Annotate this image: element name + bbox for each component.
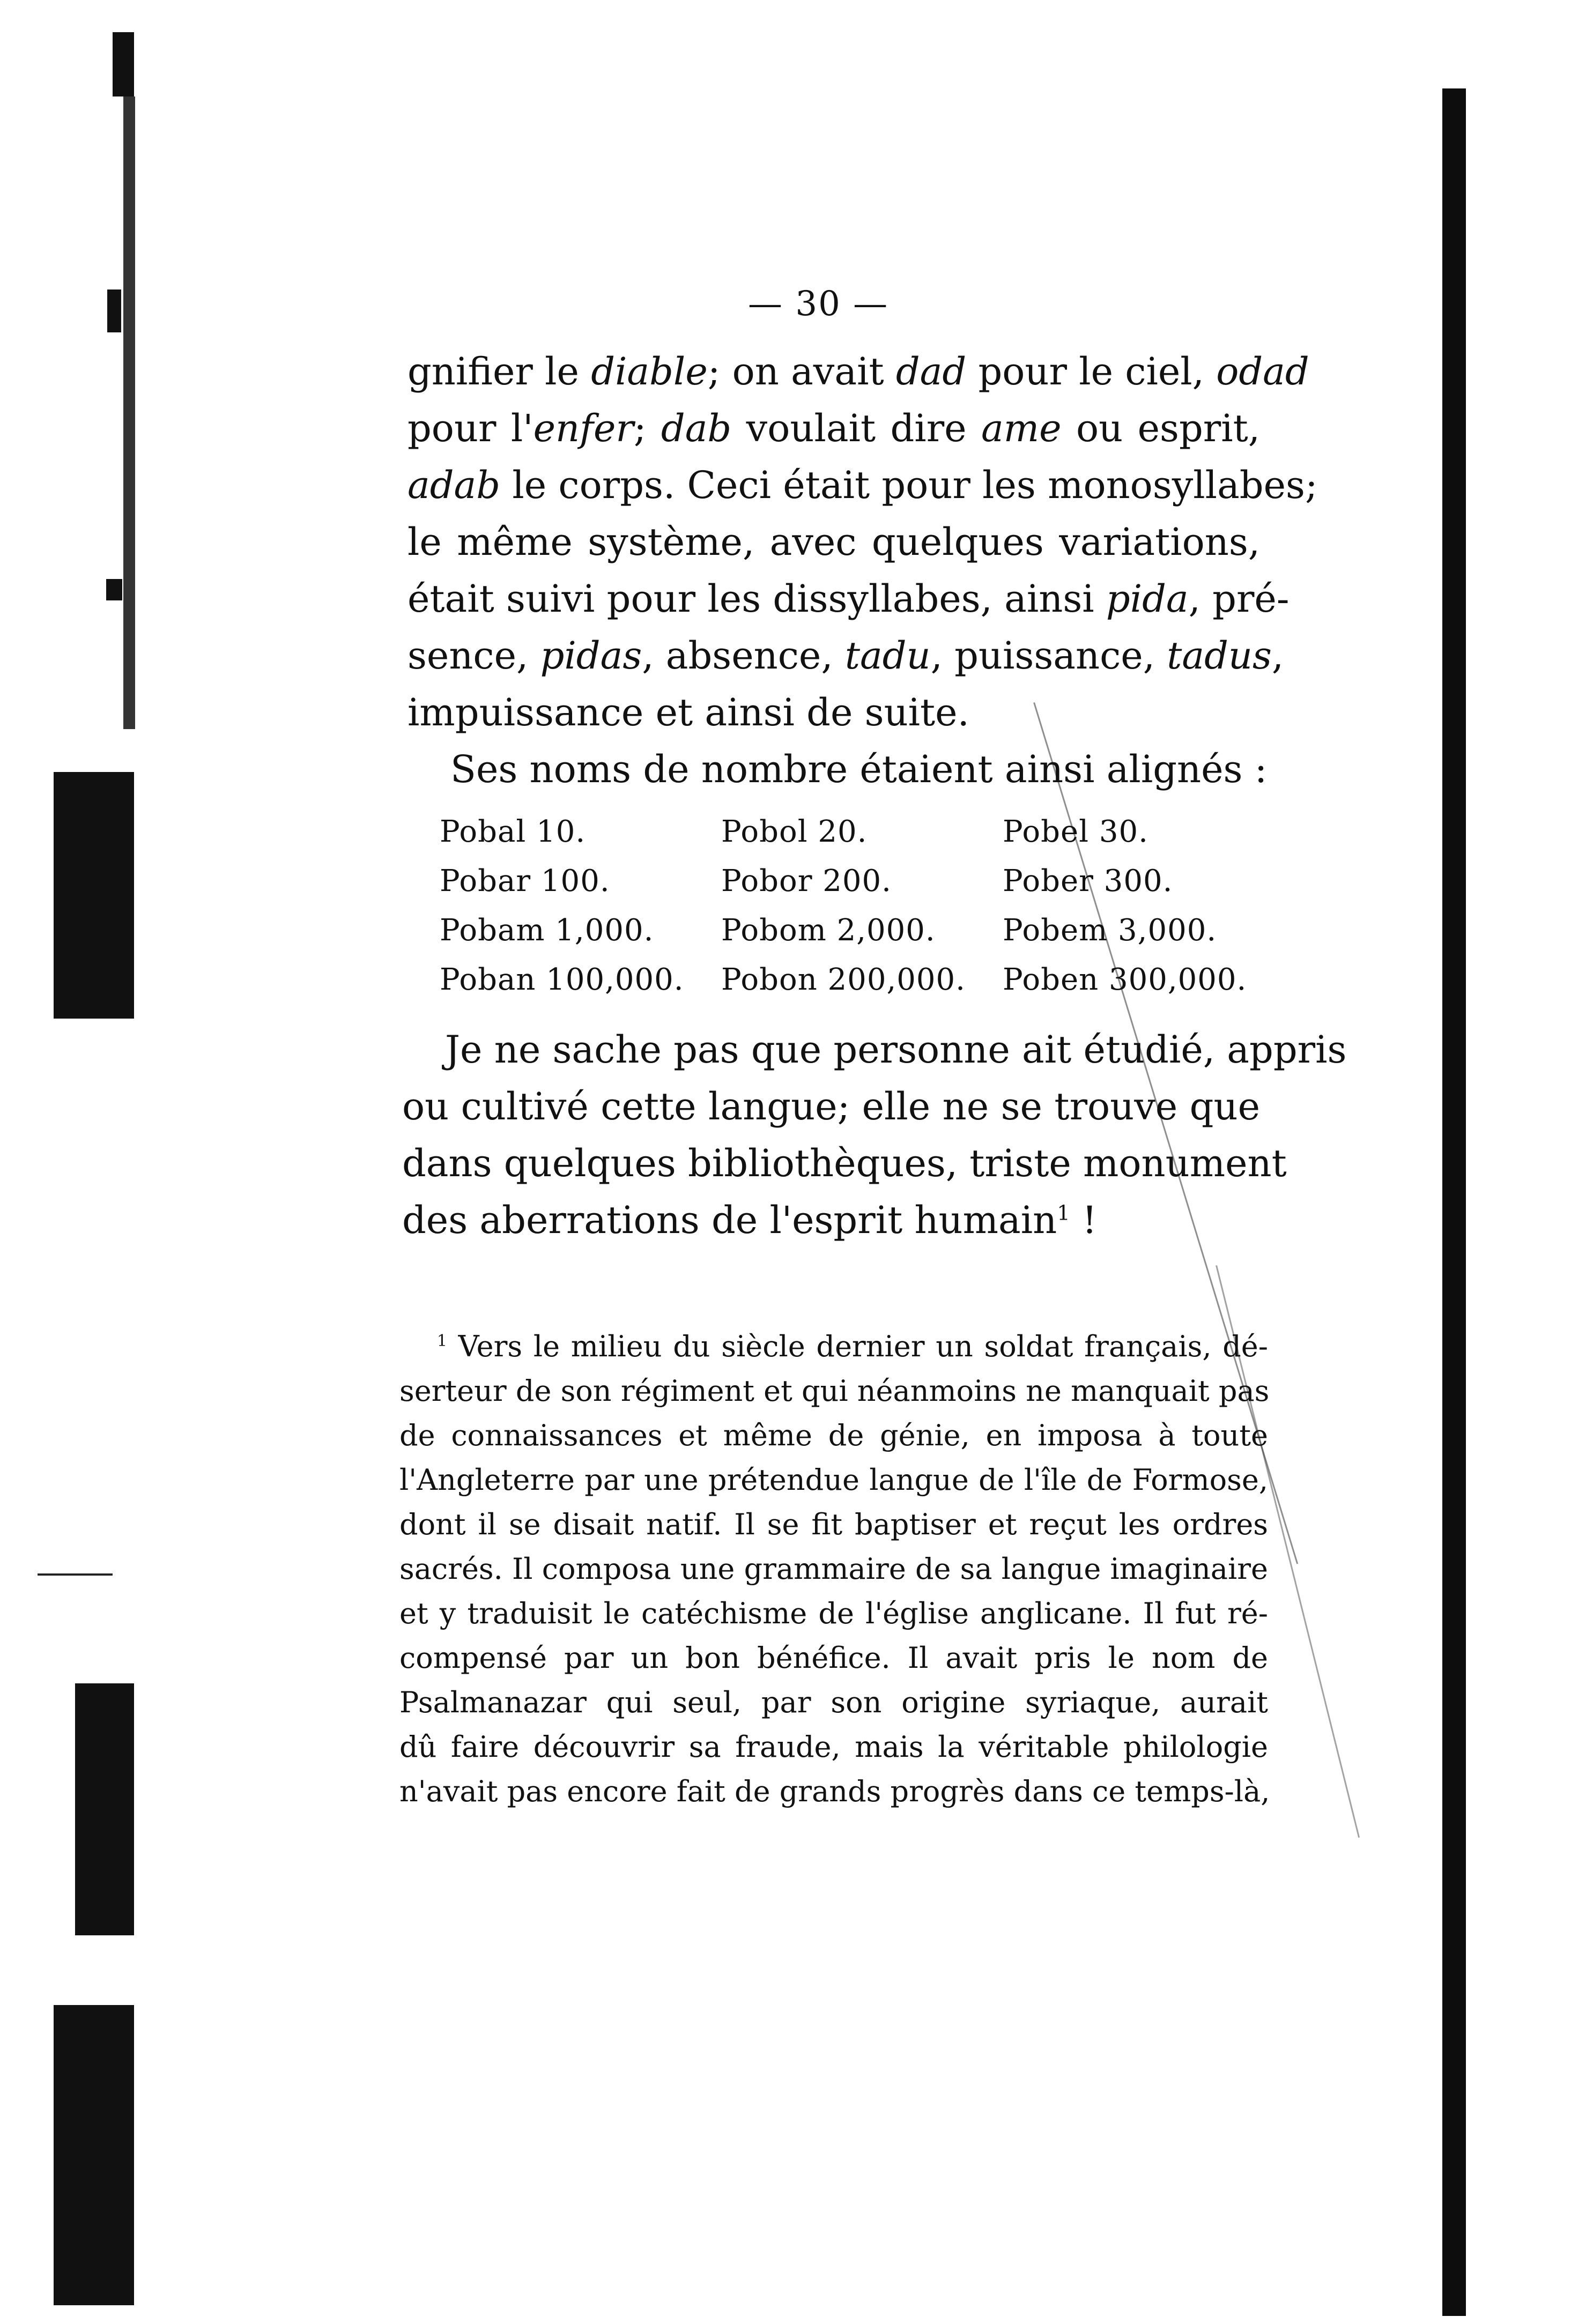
text-run: sence, [407, 634, 540, 678]
footnote-line: dont il se disait natif. Il se fit baptiser et reçut les ordres [399, 1508, 1268, 1541]
footnote-line [399, 1324, 1268, 1369]
footnote-marker: 1 [437, 1332, 447, 1350]
table-cell: Pobol 20. [721, 814, 868, 849]
text-run: , absence, [642, 634, 845, 678]
text-run: ; on avait [707, 350, 896, 393]
footnote-line: n'avait pas encore fait de grands progrès dans ce temps-là, [399, 1774, 1270, 1808]
footnote-line: serteur de son régiment et qui néanmoins ne manquait pas [399, 1374, 1270, 1408]
paragraph-1-line [407, 514, 1260, 570]
text-run: , pré- [1188, 577, 1290, 621]
footnote-line: compensé par un bon bénéfice. Il avait pris le nom de [399, 1641, 1268, 1675]
paragraph-2 [402, 1021, 1347, 1249]
paragraph-1-line [407, 627, 1284, 684]
footnote-line: sacrés. Il composa une grammaire de sa langue imaginaire [399, 1552, 1268, 1586]
text-run: ; [633, 406, 661, 450]
footnote-line: et y traduisit le catéchisme de l'église anglicane. Il fut ré- [399, 1597, 1268, 1630]
italic-term: dad [895, 350, 967, 393]
paragraph-1-line [407, 684, 1260, 741]
text-run: pour l' [407, 406, 533, 450]
footnote-reference: 1 [1057, 1201, 1070, 1226]
table-row [440, 807, 1271, 856]
text-run: le même système, avec quelques variations, [407, 520, 1260, 564]
table-cell: Pobem 3,000. [1003, 912, 1217, 948]
italic-term: enfer [533, 406, 634, 450]
footnote-line: l'Angleterre par une prétendue langue de l'île de Formose, [399, 1463, 1268, 1497]
scan-edge-right [1442, 88, 1466, 2316]
paragraph-2-line: ou cultivé cette langue; elle ne se trouve que [402, 1085, 1260, 1128]
italic-term: odad [1216, 350, 1309, 393]
text-run: ou esprit, [1061, 406, 1261, 450]
paragraph-2-text: des aberrations de l'esprit humain [402, 1198, 1057, 1242]
table-row [440, 905, 1271, 955]
table-cell: Pober 300. [1003, 863, 1173, 899]
footnote-line: Psalmanazar qui seul, par son origine syriaque, aurait [399, 1686, 1268, 1719]
table-cell: Poban 100,000. [440, 962, 684, 997]
number-names-table [440, 807, 1271, 1004]
number-names-intro: Ses noms de nombre étaient ainsi alignés : [450, 747, 1268, 791]
footnote [399, 1324, 1268, 1814]
paragraph-2-line: Je ne sache pas que personne ait étudié, appris [445, 1028, 1347, 1072]
footnote-text: Vers le milieu du siècle dernier un soldat français, dé- [458, 1330, 1269, 1363]
paragraph-2-line-last [402, 1192, 1260, 1249]
italic-term: pidas [540, 634, 642, 678]
paragraph-2-end: ! [1070, 1198, 1098, 1242]
text-run: pour le ciel, [966, 350, 1217, 393]
italic-term: tadu [844, 634, 931, 678]
paragraph-2-line: dans quelques bibliothèques, triste monument [402, 1141, 1287, 1185]
table-row [440, 856, 1271, 905]
text-run: voulait dire [731, 406, 982, 450]
text-run: , [1271, 634, 1284, 678]
italic-term: tadus [1167, 634, 1272, 678]
paragraph-1-line [407, 343, 1309, 400]
table-cell: Pobar 100. [440, 863, 610, 899]
footnote-line: dû faire découvrir sa fraude, mais la véritable philologie [399, 1730, 1268, 1764]
page-number: — 30 — [748, 284, 889, 324]
scan-edge-left [43, 0, 118, 2324]
paragraph-1 [407, 343, 1318, 798]
italic-term: ame [981, 406, 1062, 450]
text-run: était suivi pour les dissyllabes, ainsi [407, 577, 1106, 621]
paragraph-1-line [407, 570, 1290, 627]
italic-term: dab [661, 406, 732, 450]
table-cell: Pobam 1,000. [440, 912, 654, 948]
scan-rule-left [38, 1573, 113, 1576]
italic-term: adab [407, 463, 501, 507]
paragraph-1-line [407, 400, 1260, 457]
table-cell: Poben 300,000. [1003, 962, 1247, 997]
text-run: impuissance et ainsi de suite. [407, 690, 969, 734]
table-cell: Pobel 30. [1003, 814, 1148, 849]
table-cell: Pobom 2,000. [721, 912, 936, 948]
italic-term: diable [591, 350, 708, 393]
text-run: gnifier le [407, 350, 591, 393]
footnote-line: de connaissances et même de génie, en imposa à toute [399, 1419, 1268, 1452]
text-run: le corps. Ceci était pour les monosyllabes; [500, 463, 1318, 507]
italic-term: pida [1106, 577, 1189, 621]
table-row [440, 955, 1271, 1004]
table-cell: Pobor 200. [721, 863, 892, 899]
table-cell: Pobon 200,000. [721, 962, 966, 997]
table-cell: Pobal 10. [440, 814, 586, 849]
paragraph-1-line [407, 457, 1318, 514]
text-run: , puissance, [930, 634, 1167, 678]
